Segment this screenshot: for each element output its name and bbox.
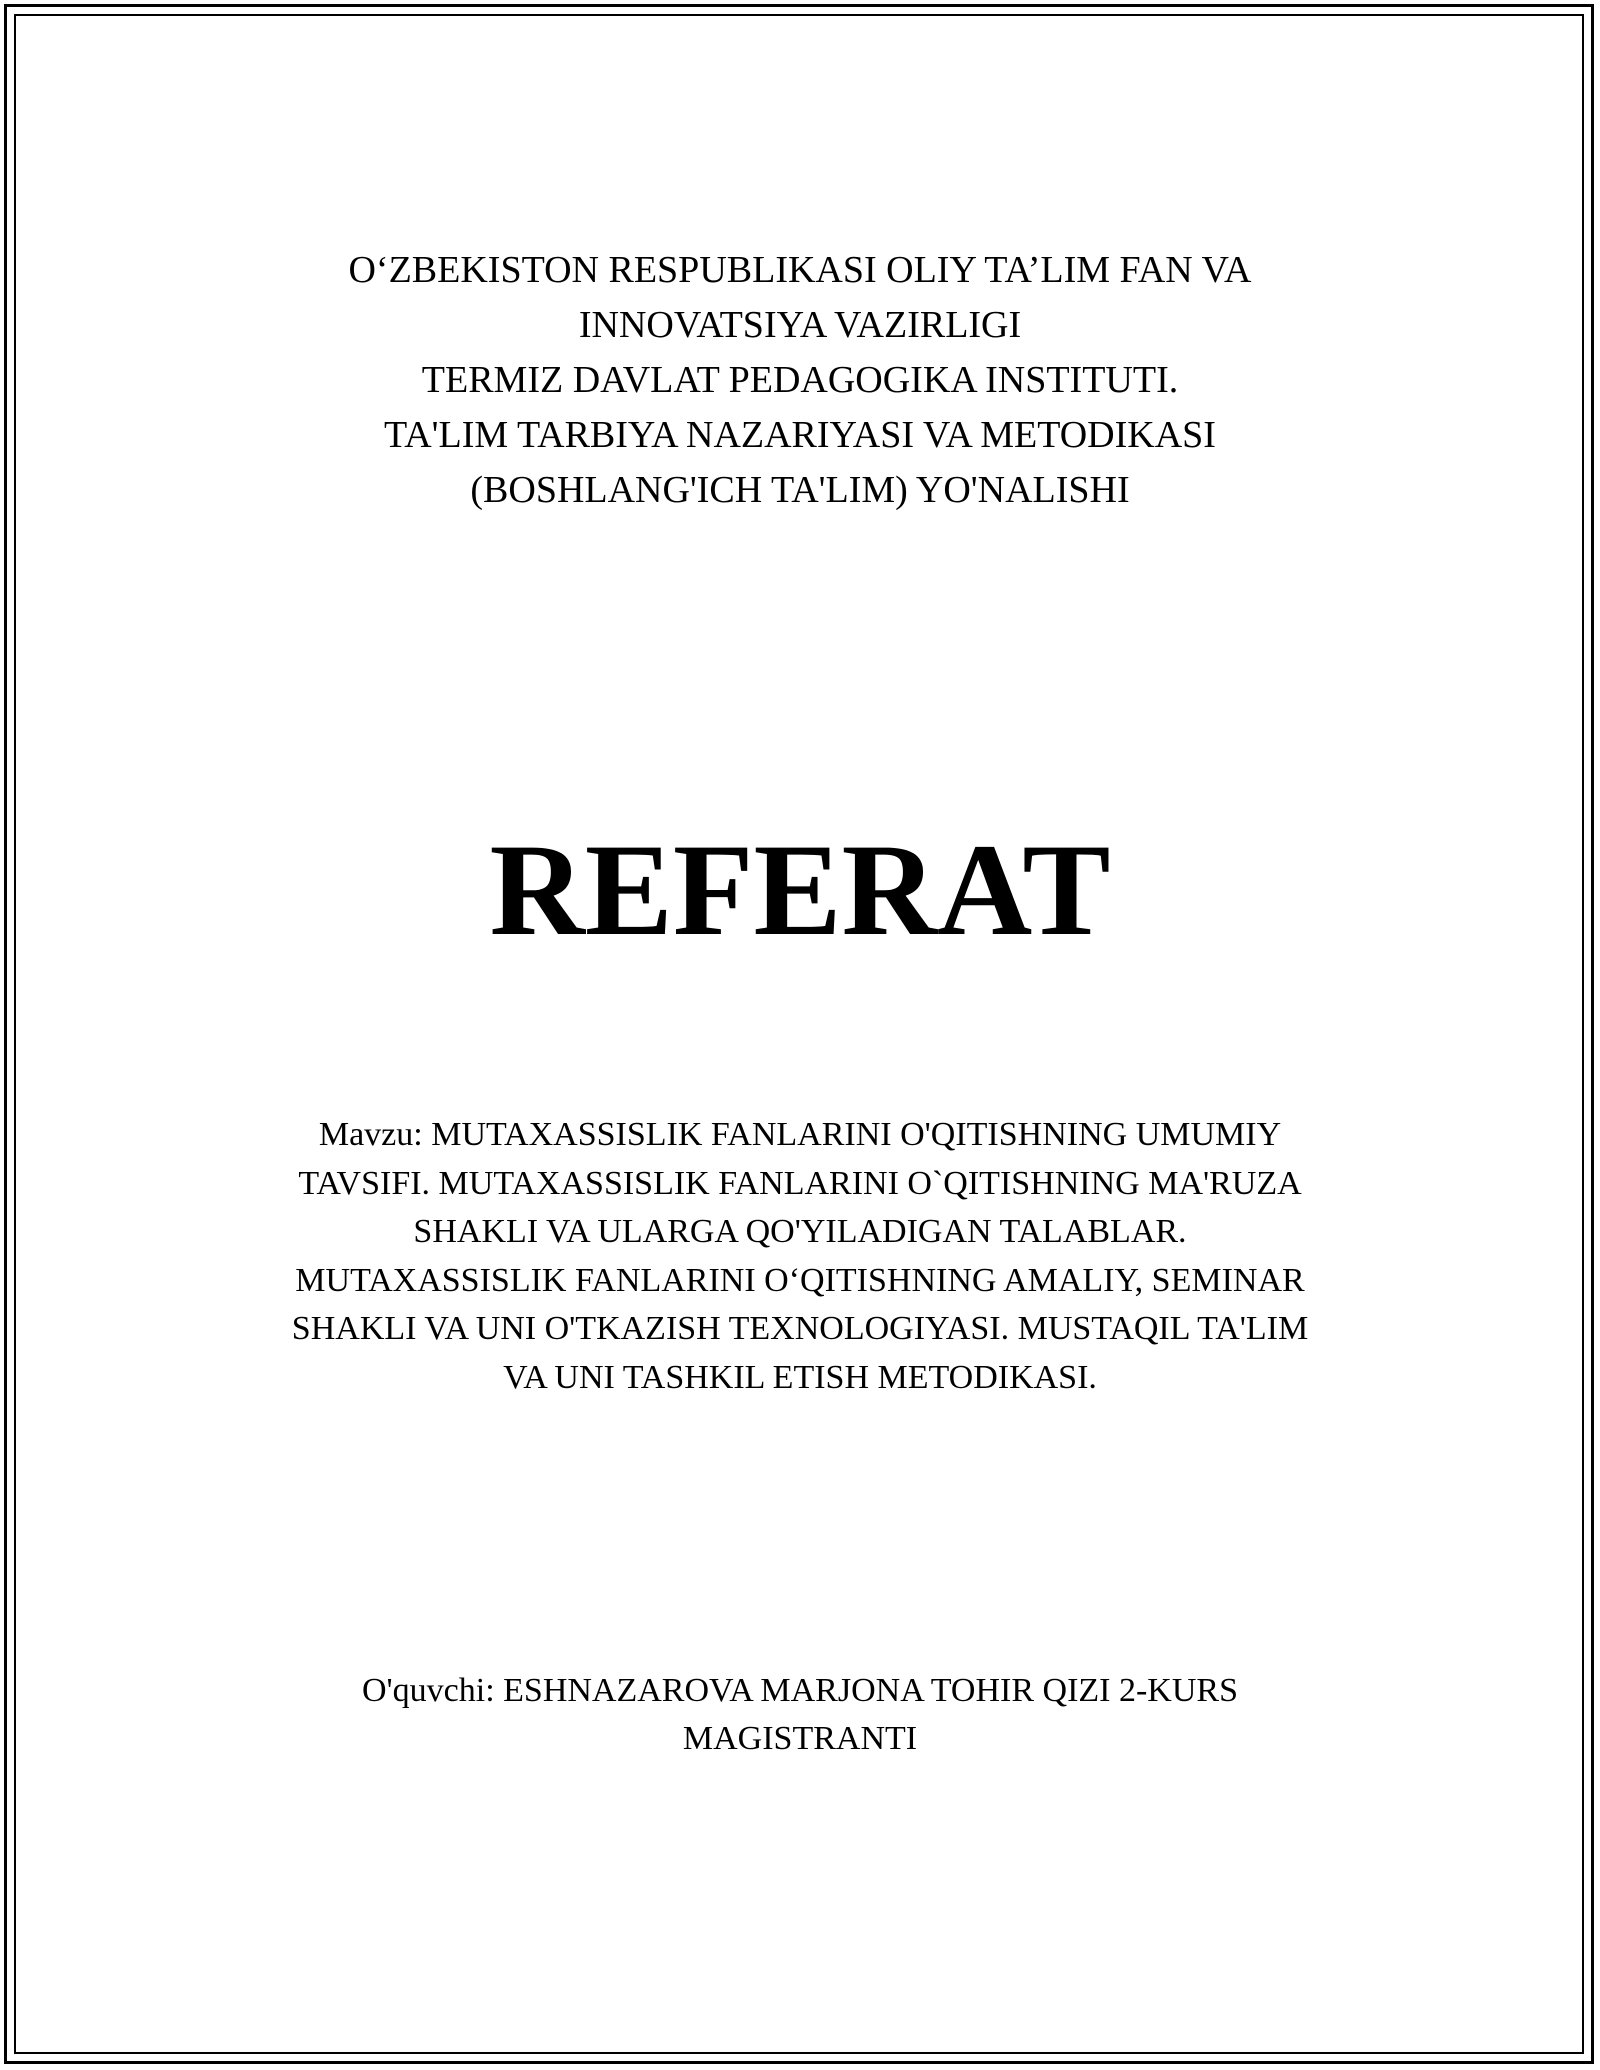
header-line: O‘ZBEKISTON RESPUBLIKASI OLIY TA’LIM FAN VA [348,249,1252,291]
student-line: MAGISTRANTI [682,1720,918,1757]
topic-line: SHAKLI VA UNI O'TKAZISH TEXNOLOGIYASI. MUSTAQIL TA'LIM [291,1310,1309,1347]
document-title: REFERAT [489,816,1111,963]
topic-section [0,1111,1600,1402]
topic-line: VA UNI TASHKIL ETISH METODIKASI. [503,1358,1097,1396]
header-line: (BOSHLANG'ICH TA'LIM) YO'NALISHI [470,469,1130,511]
header-line: TERMIZ DAVLAT PEDAGOGIKA INSTITUTI. [421,359,1179,401]
topic-line: SHAKLI VA ULARGA QO'YILADIGAN TALABLAR. [413,1213,1187,1250]
student-line: O'quvchi: ESHNAZAROVA MARJONA TOHIR QIZI 2-KURS [361,1672,1238,1709]
student-info [0,1667,1600,1763]
topic-line: Mavzu: MUTAXASSISLIK FANLARINI O'QITISHNING UMUMIY [318,1116,1282,1153]
header-line: TA'LIM TARBIYA NAZARIYASI VA METODIKASI [384,414,1216,456]
topic-line: TAVSIFI. MUTAXASSISLIK FANLARINI O`QITISHNING MA'RUZA [298,1164,1302,1202]
header-line: INNOVATSIYA VAZIRLIGI [578,304,1022,346]
institution-header [0,243,1600,518]
topic-line: MUTAXASSISLIK FANLARINI O‘QITISHNING AMALIY, SEMINAR [295,1261,1305,1299]
